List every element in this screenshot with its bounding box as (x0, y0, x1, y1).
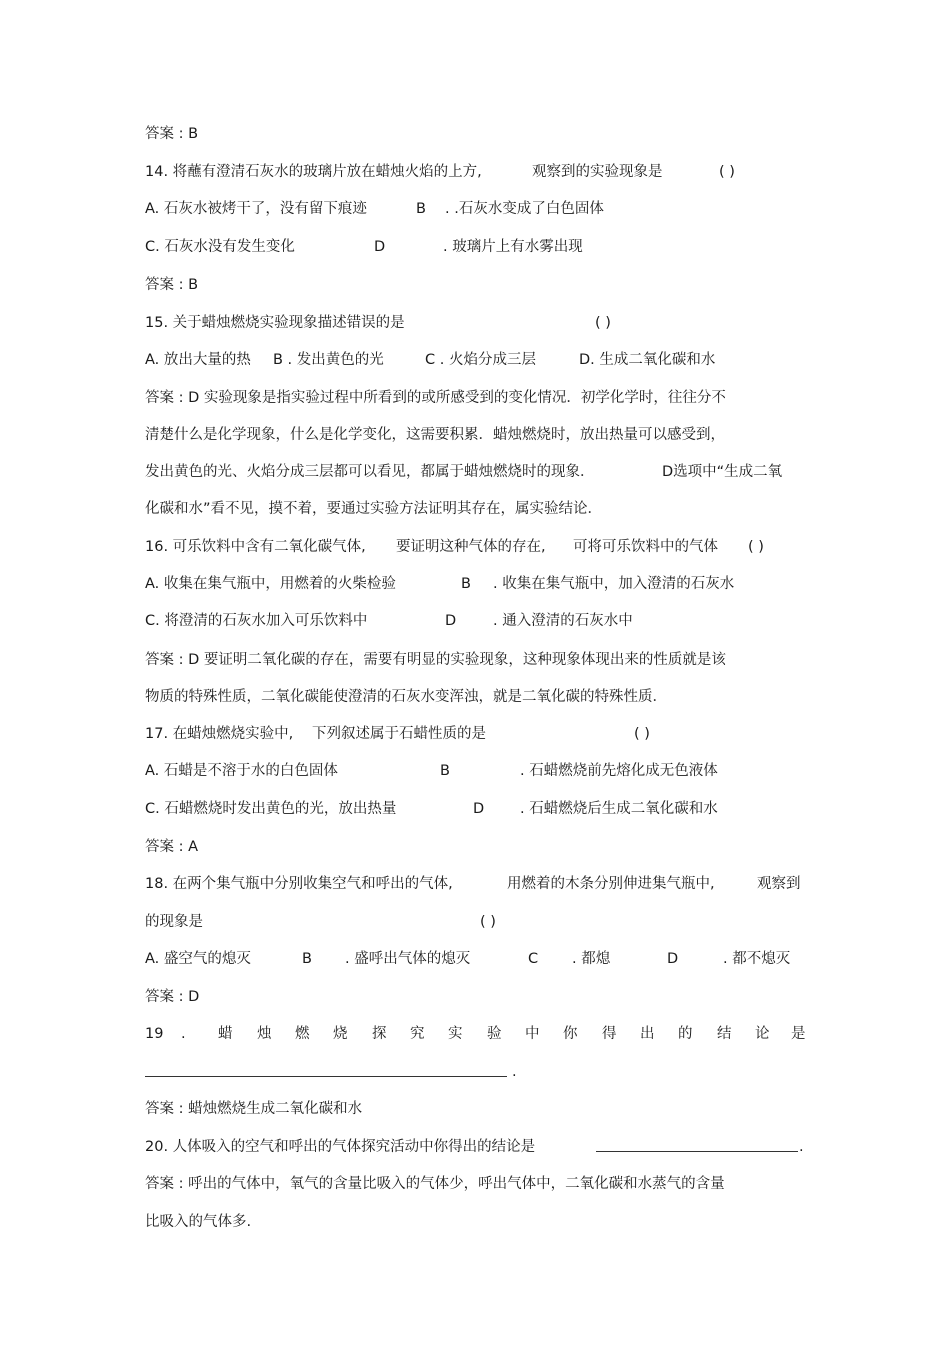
q17-stem-1: 17. 在蜡烛燃烧实验中, (145, 726, 294, 742)
q13-answer: 答案 : B (145, 126, 199, 142)
q16-stem-2: 要证明这种气体的存在, (396, 539, 546, 555)
q16-option-b: . 收集在集气瓶中，加入澄清的石灰水 (493, 576, 735, 592)
q19-char: 你 (563, 1026, 578, 1042)
q17-paren: ( ) (634, 726, 650, 742)
q15-exp-text-2: 清楚什么是化学现象，什么是化学变化，这需要积累．蜡烛燃烧时，放出热量可以感受到， (145, 427, 725, 443)
q16-stem-3: 可将可乐饮料中的气体 (573, 539, 718, 555)
q20-exp-text-1: 答案 : 呼出的气体中，氧气的含量比吸入的气体少，呼出气体中，二氧化碳和水蒸气的含量 (145, 1176, 725, 1192)
q19-char: 得 (602, 1026, 617, 1042)
q15-exp-text-3a: 发出黄色的光、火焰分成三层都可以看见，都属于蜡烛燃烧时的现象． (145, 464, 595, 480)
q17-option-d: . 石蜡燃烧后生成二氧化碳和水 (520, 801, 718, 817)
q17-answer: 答案 : A (145, 839, 199, 855)
q17-option-d-letter: D (473, 801, 485, 817)
q17-option-c: C. 石蜡燃烧时发出黄色的光，放出热量 (145, 801, 397, 817)
q18-option-d: . 都不熄灭 (723, 951, 791, 967)
q19-char: 烧 (333, 1026, 348, 1042)
q14-stem: 14. 将蘸有澄清石灰水的玻璃片放在蜡烛火焰的上方, (145, 164, 482, 180)
q16-option-b-letter: B (461, 576, 471, 592)
q14-option-a: A. 石灰水被烤干了，没有留下痕迹 (145, 201, 367, 217)
q16-option-a: A. 收集在集气瓶中，用燃着的火柴检验 (145, 576, 396, 592)
q15-exp-text-4: 化碳和水”看不见，摸不着，要通过实验方法证明其存在，属实验结论． (145, 501, 603, 517)
q15-option-c: C . 火焰分成三层 (425, 352, 536, 368)
q18-stem-3: 观察到 (757, 876, 801, 892)
q19-char: 出 (640, 1026, 655, 1042)
q14-option-b: . .石灰水变成了白色固体 (445, 201, 604, 217)
q18-stem-2: 用燃着的木条分别伸进集气瓶中, (507, 876, 715, 892)
q15-exp-text-3b: D选项中“生成二氧 (662, 464, 783, 480)
q14-option-d: . 玻璃片上有水雾出现 (443, 239, 583, 255)
q14-option-b-letter: B (416, 201, 426, 217)
q16-exp-text-2: 物质的特殊性质，二氧化碳能使澄清的石灰水变浑浊，就是二氧化碳的特殊性质． (145, 689, 667, 705)
q18-answer: 答案 : D (145, 989, 200, 1005)
q17-option-b: . 石蜡燃烧前先熔化成无色液体 (520, 763, 718, 779)
q18-option-d-letter: D (667, 951, 679, 967)
q18-stem-1: 18. 在两个集气瓶中分别收集空气和呼出的气体, (145, 876, 453, 892)
q17-option-a: A. 石蜡是不溶于水的白色固体 (145, 763, 338, 779)
q19-char: 燃 (295, 1026, 310, 1042)
q20-exp-text-2: 比吸入的气体多. (145, 1214, 252, 1230)
q19-char: 验 (487, 1026, 502, 1042)
q19-char: 论 (755, 1026, 770, 1042)
q15-option-a: A. 放出大量的热 (145, 352, 251, 368)
q19-answer: 答案 : 蜡烛燃烧生成二氧化碳和水 (145, 1101, 363, 1117)
q20-stem: 20. 人体吸入的空气和呼出的气体探究活动中你得出的结论是 (145, 1139, 536, 1155)
q14-option-c: C. 石灰水没有发生变化 (145, 239, 295, 255)
q16-option-d-letter: D (445, 613, 457, 629)
q14-answer: 答案 : B (145, 277, 199, 293)
q19-char: . (181, 1026, 186, 1042)
q18-option-c-letter: C (528, 951, 539, 967)
q19-period: . (512, 1064, 517, 1080)
q18-option-b-letter: B (302, 951, 312, 967)
q18-option-b: . 盛呼出气体的熄灭 (345, 951, 471, 967)
q14-option-d-letter: D (374, 239, 386, 255)
q15-stem: 15. 关于蜡烛燃烧实验现象描述错误的是 (145, 315, 405, 331)
q19-char: 中 (525, 1026, 540, 1042)
q18-option-c: . 都熄 (572, 951, 611, 967)
q19-char: 19 (145, 1026, 164, 1042)
q14-paren: ( ) (719, 164, 735, 180)
q19-char: 是 (791, 1026, 806, 1042)
q17-stem-2: 下列叙述属于石蜡性质的是 (312, 726, 486, 742)
q18-option-a: A. 盛空气的熄灭 (145, 951, 251, 967)
q14-stem-cont: 观察到的实验现象是 (532, 164, 663, 180)
q16-option-c: C. 将澄清的石灰水加入可乐饮料中 (145, 613, 368, 629)
q19-char: 探 (372, 1026, 387, 1042)
q18-paren: ( ) (480, 914, 496, 930)
q19-char: 实 (448, 1026, 463, 1042)
q15-exp-text-1: 答案 : D 实验现象是指实验过程中所看到的或所感受到的变化情况．初学化学时，往往分不 (145, 390, 726, 406)
q16-stem-1: 16. 可乐饮料中含有二氧化碳气体, (145, 539, 366, 555)
q19-char: 结 (717, 1026, 732, 1042)
q15-option-d: D. 生成二氧化碳和水 (579, 352, 716, 368)
q19-char: 究 (410, 1026, 425, 1042)
q18-stem-4: 的现象是 (145, 914, 203, 930)
q19-char: 蜡 (218, 1026, 233, 1042)
q16-exp-text-1: 答案 : D 要证明二氧化碳的存在，需要有明显的实验现象，这种现象体现出来的性质就是该 (145, 652, 726, 668)
q17-option-b-letter: B (440, 763, 450, 779)
q15-paren: ( ) (595, 315, 611, 331)
q19-char: 的 (678, 1026, 693, 1042)
q15-option-b: B . 发出黄色的光 (273, 352, 384, 368)
q20-period: . (799, 1139, 804, 1155)
q19-char: 烛 (257, 1026, 272, 1042)
q16-option-d: . 通入澄清的石灰水中 (493, 613, 633, 629)
q16-paren: ( ) (748, 539, 764, 555)
